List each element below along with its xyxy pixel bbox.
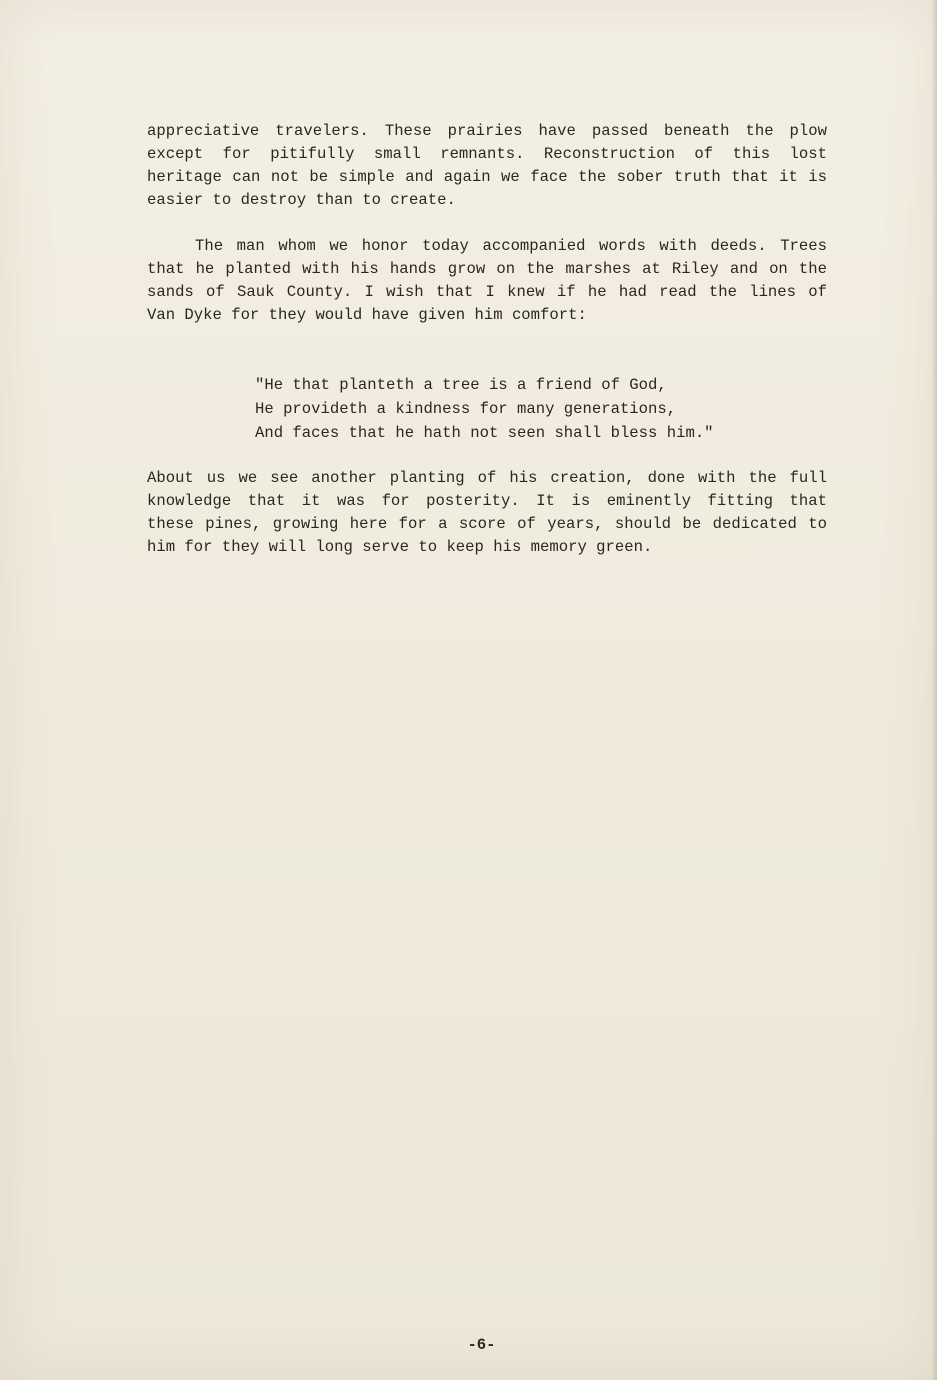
- text-line: that he planted with his hands grow on the marshes at Riley and on the: [147, 260, 827, 278]
- quote-line: "He that planteth a tree is a friend of God,: [255, 376, 667, 394]
- text-line: About us we see another planting of his creation, done with the full: [147, 469, 827, 487]
- van-dyke-quote: [255, 373, 714, 463]
- paragraph-pines: [147, 466, 827, 574]
- text-line: except for pitifully small remnants. Reconstruction of this lost: [147, 145, 827, 163]
- text-line: The man whom we honor today accompanied words with deeds. Trees: [195, 237, 827, 255]
- text-line: appreciative travelers. These prairies have passed beneath the plow: [147, 122, 827, 140]
- text-line: easier to destroy than to create.: [147, 191, 456, 209]
- page-edge-shadow: [931, 0, 937, 1380]
- quote-line: And faces that he hath not seen shall bless him.": [255, 424, 714, 442]
- page-number: -6-: [467, 1336, 496, 1354]
- quote-line: He provideth a kindness for many generations,: [255, 400, 677, 418]
- text-line: knowledge that it was for posterity. It is eminently fitting that: [147, 492, 827, 510]
- text-line: heritage can not be simple and again we face the sober truth that it is: [147, 168, 827, 186]
- text-line: him for they will long serve to keep his memory green.: [147, 538, 653, 556]
- paragraph-man-we-honor: [147, 234, 827, 342]
- paragraph-prairies: [147, 119, 827, 227]
- text-line: these pines, growing here for a score of years, should be dedicated to: [147, 515, 827, 533]
- text-line: Van Dyke for they would have given him comfort:: [147, 306, 587, 324]
- text-line: sands of Sauk County. I wish that I knew if he had read the lines of: [147, 283, 827, 301]
